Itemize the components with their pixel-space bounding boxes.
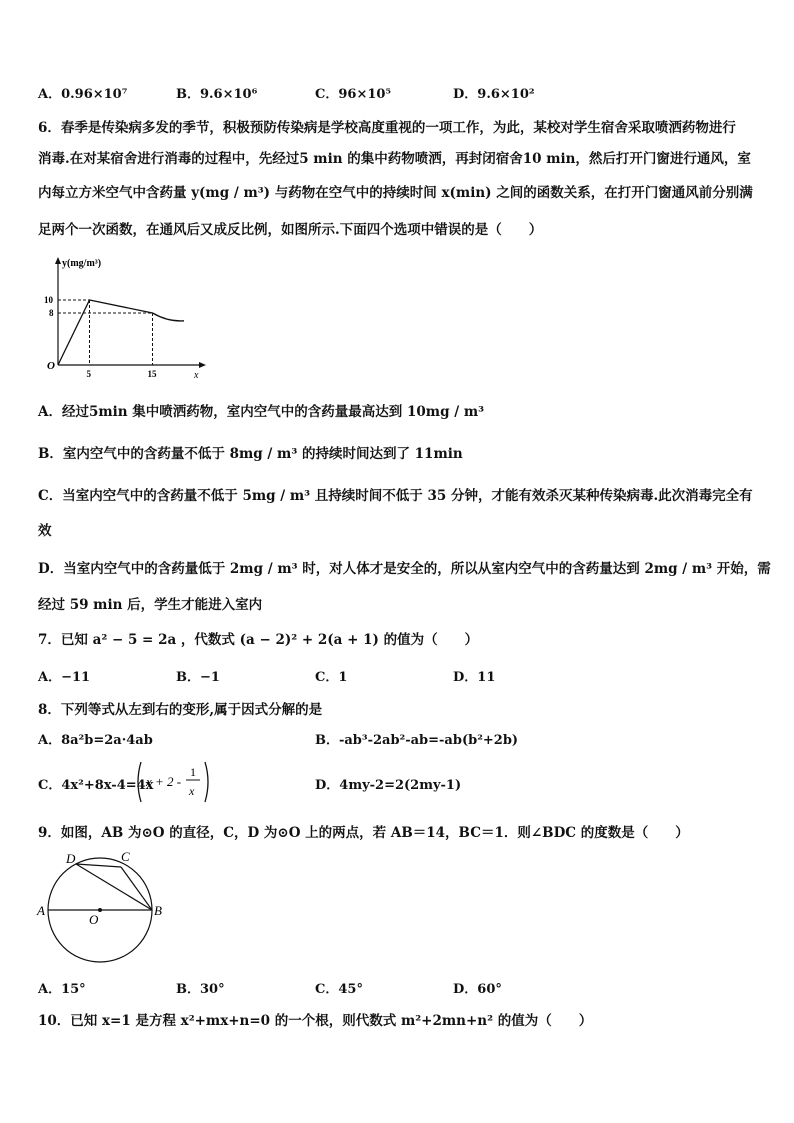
q7-option-c: C．1: [315, 670, 348, 685]
label-o: O: [89, 912, 99, 927]
q8-c-fraction-denominator: x: [189, 784, 195, 798]
y-axis-arrow: [55, 257, 61, 264]
label-c: C: [121, 849, 130, 864]
q6-stem-line2: 消毒.在对某宿舍进行消毒的过程中，先经过5 min 的集中药物喷洒，再封闭宿舍10 min，然后打开门窗进行通风，室: [38, 151, 751, 167]
q6-option-d-line1: D．当室内空气中的含药量低于 2mg / m³ 时，对人体才是安全的，所以从室内空气中的含药量达到 2mg / m³ 开始，需: [38, 561, 771, 577]
chord-dc: [76, 864, 121, 867]
origin-label: O: [47, 360, 55, 372]
q9-stem: 9．如图，AB 为⊙O 的直径，C，D 为⊙O 上的两点，若 AB＝14，BC＝1．则∠BDC 的度数是（ ）: [38, 825, 689, 841]
x-axis-arrow: [199, 362, 206, 368]
q6-option-c-line1: C．当室内空气中的含药量不低于 5mg / m³ 且持续时间不低于 35 分钟，才能有效杀灭某种传染病毒.此次消毒完全有: [38, 488, 753, 504]
q8-c-paren-body: x + 2 -: [146, 774, 182, 789]
y-tick-10: 10: [44, 295, 53, 305]
q6-stem-line1: 6．春季是传染病多发的季节，积极预防传染病是学校高度重视的一项工作，为此，某校对学生宿舍采取喷洒药物进行: [38, 120, 736, 136]
center-point: [98, 908, 102, 912]
chord-db: [76, 864, 152, 910]
q6-stem-line3: 内每立方米空气中含药量 y(mg / m³) 与药物在空气中的持续时间 x(min) 之间的函数关系，在打开门窗通风前分别满: [38, 185, 753, 201]
q8-option-c-prefix: C．4x²+8x-4=4x: [38, 778, 154, 793]
q9-option-a: A．15°: [38, 982, 86, 997]
q9-option-b: B．30°: [176, 982, 225, 997]
q9-option-d: D．60°: [453, 982, 502, 997]
q6-option-a: A．经过5min 集中喷洒药物，室内空气中的含药量最高达到 10mg / m³: [38, 404, 485, 420]
q10-stem: 10．已知 x=1 是方程 x²+mx+n=0 的一个根，则代数式 m²+2mn+n² 的值为（ ）: [38, 1013, 593, 1029]
q9-option-c: C．45°: [315, 982, 363, 997]
q8-c-fraction-numerator: 1: [190, 765, 196, 779]
label-d: D: [66, 851, 76, 866]
y-tick-8: 8: [49, 308, 54, 318]
q9-circle-diagram: [34, 848, 170, 972]
q6-concentration-chart: [34, 252, 224, 384]
q6-stem-line4: 足两个一次函数，在通风后又成反比例，如图所示.下面四个选项中错误的是（ ）: [38, 222, 543, 238]
q5-option-a: A．0.96×10⁷: [38, 87, 128, 102]
q8-option-d: D．4my-2=2(2my-1): [315, 778, 462, 793]
x-tick-15: 15: [147, 369, 157, 379]
q7-stem: 7．已知 a² − 5 = 2a ，代数式 (a − 2)² + 2(a + 1) 的值为（ ）: [38, 632, 479, 648]
q6-option-b: B．室内空气中的含药量不低于 8mg / m³ 的持续时间达到了 11min: [38, 446, 463, 462]
label-a: A: [37, 903, 45, 918]
q5-option-c: C．96×10⁵: [315, 87, 392, 102]
q6-option-d-line2: 经过 59 min 后，学生才能进入室内: [38, 597, 263, 613]
label-b: B: [154, 903, 162, 918]
q8-option-c-fraction-expr: [134, 760, 214, 804]
y-axis-label: y(mg/m³): [62, 258, 102, 269]
q8-stem: 8．下列等式从左到右的变形,属于因式分解的是: [38, 702, 323, 718]
q7-option-d: D．11: [453, 670, 496, 685]
x-tick-5: 5: [86, 369, 91, 379]
q5-option-b: B．9.6×10⁶: [176, 87, 258, 102]
series-line: [58, 300, 184, 365]
q8-option-b: B．-ab³-2ab²-ab=-ab(b²+2b): [315, 733, 519, 748]
q7-option-a: A．−11: [38, 670, 91, 685]
q5-option-d: D．9.6×10²: [453, 87, 535, 102]
q7-option-b: B．−1: [176, 670, 220, 685]
q8-option-a: A．8a²b=2a·4ab: [38, 733, 153, 748]
x-axis-label: x: [194, 370, 199, 381]
q6-option-c-line2: 效: [38, 523, 52, 539]
